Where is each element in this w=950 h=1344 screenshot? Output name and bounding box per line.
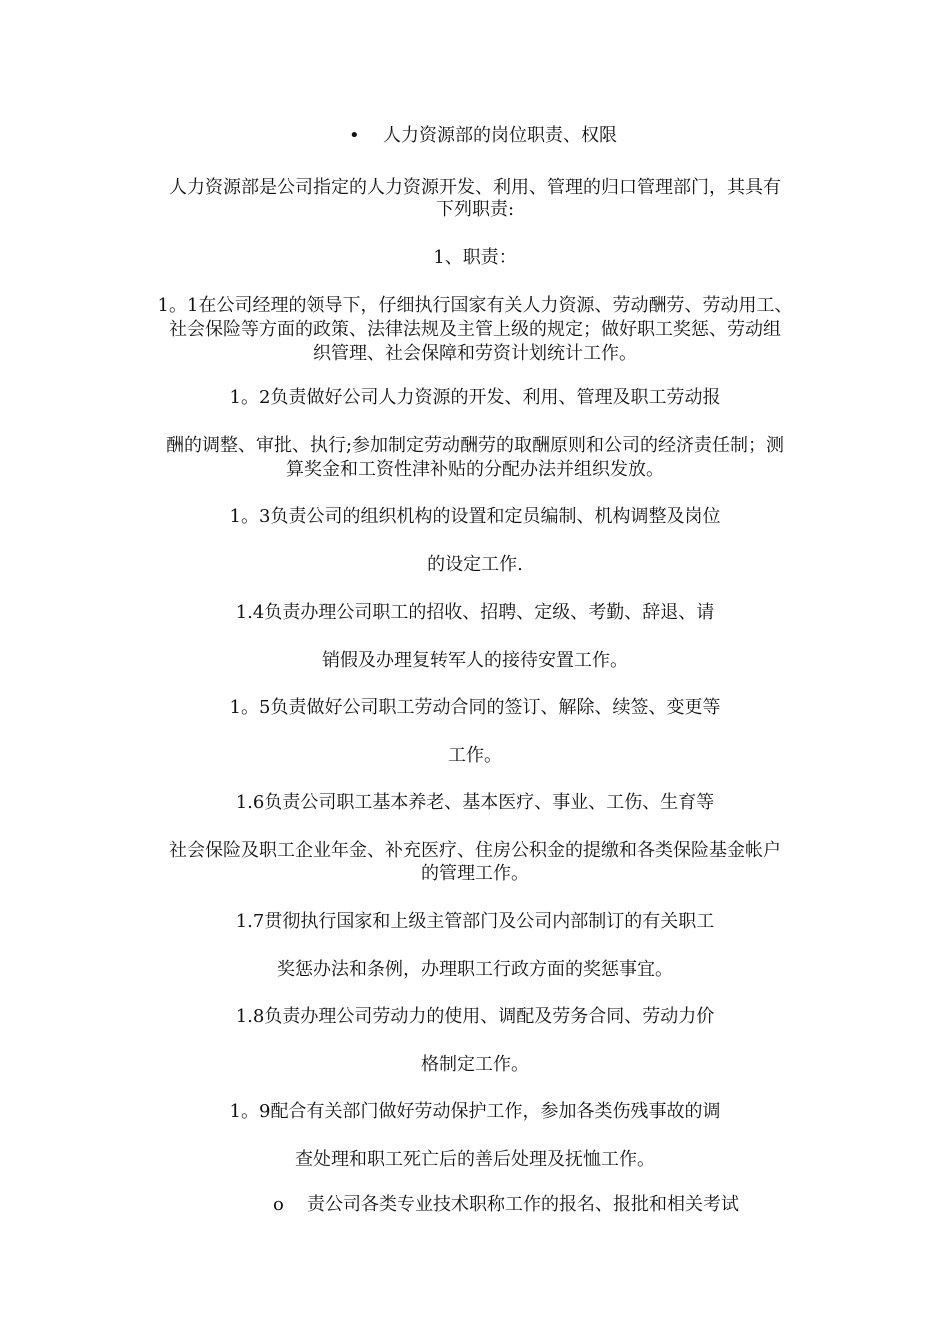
- section-title: 1、职责：: [433, 247, 517, 268]
- paragraph-line: 1。3负责公司的组织机构的设置和定员编制、机构调整及岗位: [229, 506, 721, 527]
- last-list-item: [273, 1193, 739, 1217]
- paragraph-line: 织管理、社会保障和劳资计划统计工作。: [313, 343, 637, 364]
- paragraph-line: 的设定工作.: [427, 554, 523, 575]
- paragraph-line: 1.4负责办理公司职工的招收、招聘、定级、考勤、辞退、请: [235, 602, 715, 623]
- paragraph-line: 工作。: [448, 745, 502, 766]
- paragraph-line: 格制定工作。: [421, 1054, 529, 1075]
- paragraph-line: 算奖金和工资性津补贴的分配办法并组织发放。: [286, 459, 664, 480]
- paragraph-line: 销假及办理复转军人的接待安置工作。: [322, 650, 628, 671]
- paragraph-line: 1。9配合有关部门做好劳动保护工作，参加各类伤残事故的调: [229, 1101, 721, 1122]
- intro-line-1: 人力资源部是公司指定的人力资源开发、利用、管理的归口管理部门，其具有: [169, 177, 781, 198]
- paragraph-line: 1。2负责做好公司人力资源的开发、利用、管理及职工劳动报: [229, 387, 721, 408]
- paragraph-line: 1。5负责做好公司职工劳动合同的签订、解除、续签、变更等: [229, 697, 721, 718]
- paragraph-line: 查处理和职工死亡后的善后处理及抚恤工作。: [295, 1149, 655, 1170]
- heading: [349, 124, 617, 148]
- circle-bullet-icon: o: [273, 1194, 284, 1215]
- intro-line-2: 下列职责:: [435, 199, 515, 220]
- paragraph-line: 社会保险等方面的政策、法律法规及主管上级的规定；做好职工奖惩、劳动组: [169, 319, 781, 340]
- paragraph-line: 酬的调整、审批、执行;参加制定劳动酬劳的取酬原则和公司的经济责任制；测: [165, 435, 785, 456]
- paragraph-line: 1.7贯彻执行国家和上级主管部门及公司内部制订的有关职工: [235, 911, 715, 932]
- bullet-icon: •: [349, 125, 360, 146]
- paragraph-line: 1.6负责公司职工基本养老、基本医疗、事业、工伤、生育等: [235, 792, 715, 813]
- heading-text: 人力资源部的岗位职责、权限: [383, 125, 617, 146]
- paragraph-line: 奖惩办法和条例，办理职工行政方面的奖惩事宜。: [277, 959, 673, 980]
- paragraph-line: 1。1在公司经理的领导下，仔细执行国家有关人力资源、劳动酬劳、劳动用工、: [157, 295, 793, 316]
- last-list-item-text: 责公司各类专业技术职称工作的报名、报批和相关考试: [307, 1194, 739, 1215]
- paragraph-line: 的管理工作。: [421, 863, 529, 884]
- paragraph-line: 社会保险及职工企业年金、补充医疗、住房公积金的提缴和各类保险基金帐户: [169, 840, 781, 861]
- paragraph-line: 1.8负责办理公司劳动力的使用、调配及劳务合同、劳动力价: [235, 1006, 715, 1027]
